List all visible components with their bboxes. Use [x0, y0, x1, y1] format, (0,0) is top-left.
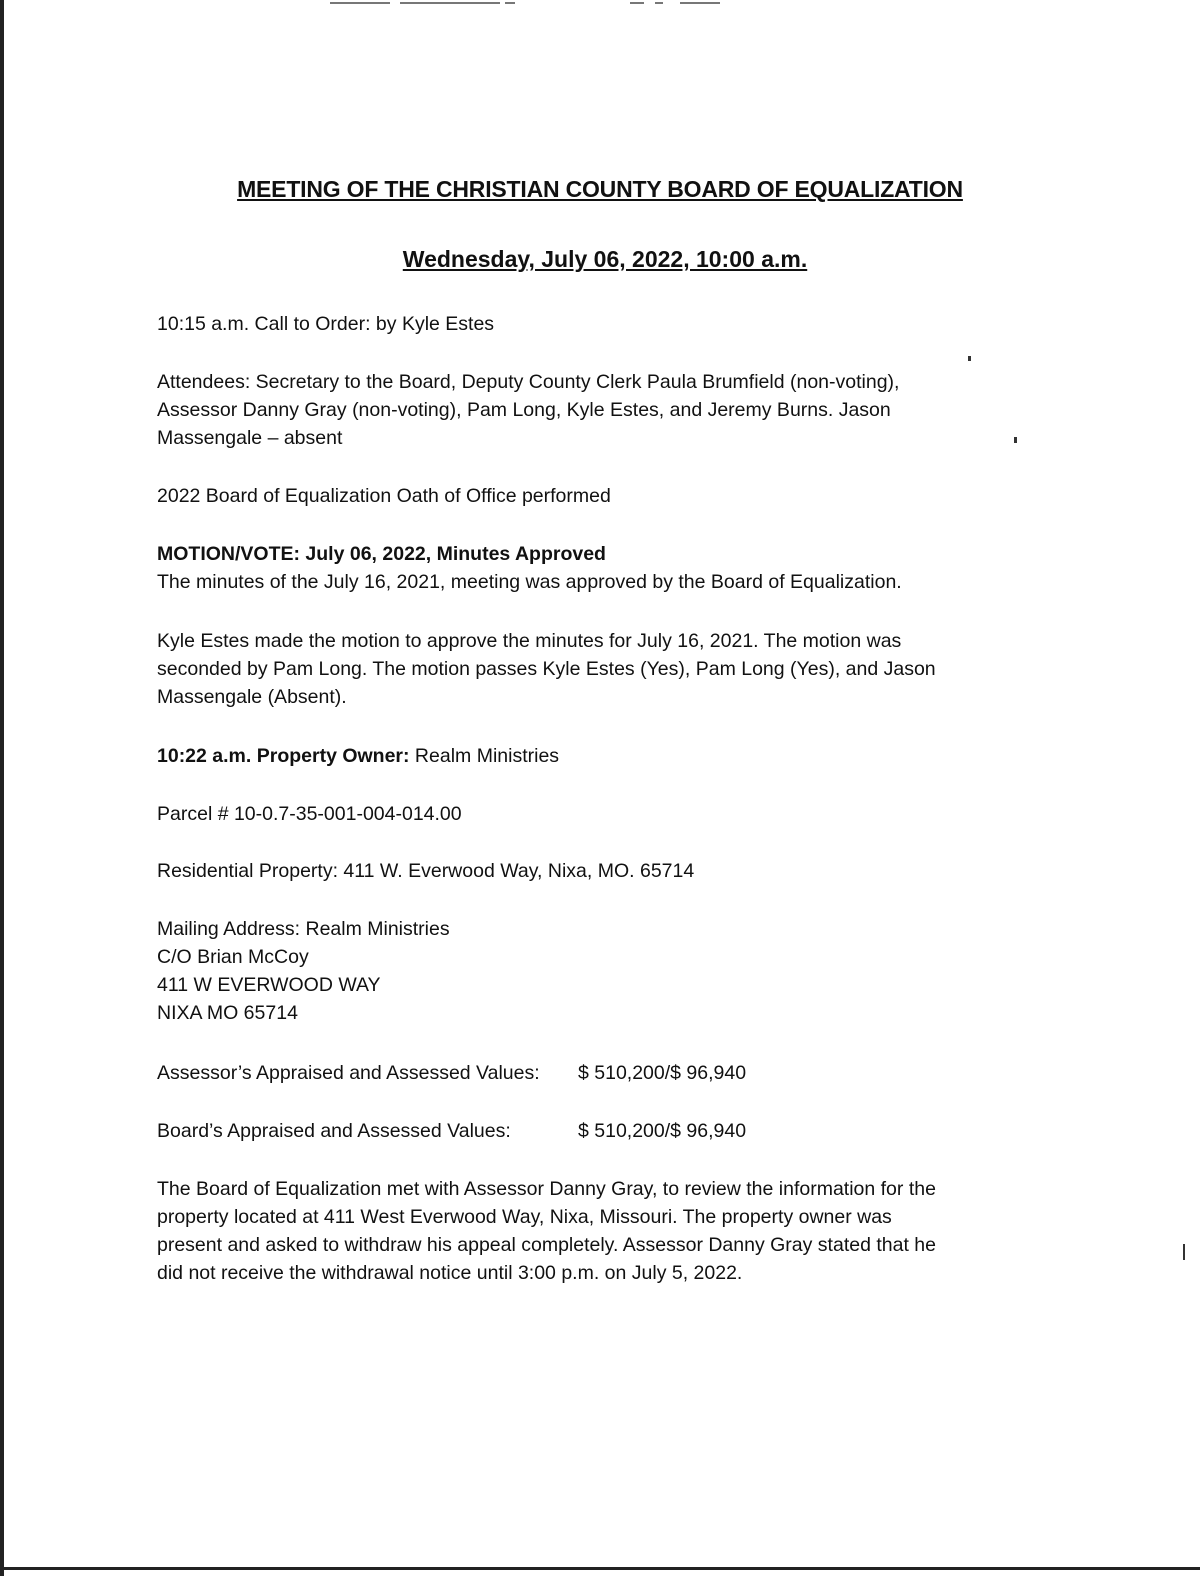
attendees-paragraph [157, 368, 1037, 452]
parcel-line [157, 800, 1037, 828]
assessor-values-row [157, 1059, 1037, 1087]
motion-vote-line: Kyle Estes made the motion to approve the minutes for July 16, 2021. The motion was [157, 630, 902, 652]
summary-line: did not receive the withdrawal notice until 3:00 p.m. on July 5, 2022. [157, 1262, 743, 1284]
mailing-address-line: Mailing Address: Realm Ministries [157, 918, 450, 940]
residential-property: Residential Property: 411 W. Everwood Way, Nixa, MO. 65714 [157, 860, 695, 882]
mailing-address-line: 411 W EVERWOOD WAY [157, 974, 381, 996]
motion-section [157, 540, 1037, 596]
meeting-date: Wednesday, July 06, 2022, 10:00 a.m. [402, 246, 808, 272]
board-values [157, 1117, 1037, 1145]
parcel-number: Parcel # 10-0.7-35-001-004-014.00 [157, 803, 462, 825]
attendees-line: Assessor Danny Gray (non-voting), Pam Long, Kyle Estes, and Jeremy Burns. Jason [157, 399, 891, 421]
mailing-address [157, 915, 1037, 1027]
motion-vote-paragraph [157, 627, 1037, 711]
motion-vote-line: Massengale (Absent). [157, 686, 347, 708]
motion-heading: MOTION/VOTE: July 06, 2022, Minutes Approved [157, 543, 606, 565]
attendees-line: Massengale – absent [157, 427, 343, 449]
oath-paragraph [157, 482, 1037, 510]
mailing-address-line: NIXA MO 65714 [157, 1002, 298, 1024]
assessor-values [157, 1059, 1037, 1087]
call-to-order [157, 310, 1037, 338]
scan-speck [968, 356, 971, 361]
motion-vote-line: seconded by Pam Long. The motion passes Kyle Estes (Yes), Pam Long (Yes), and Jason [157, 658, 936, 680]
mailing-address-line: C/O Brian McCoy [157, 946, 309, 968]
summary-line: The Board of Equalization met with Assessor Danny Gray, to review the information for the [157, 1178, 936, 1200]
attendees-line: Attendees: Secretary to the Board, Deputy County Clerk Paula Brumfield (non-voting), [157, 371, 900, 393]
property-time-label: 10:22 a.m. Property Owner: [157, 745, 410, 767]
assessor-values-label: Assessor’s Appraised and Assessed Values: [157, 1062, 540, 1084]
oath-text: 2022 Board of Equalization Oath of Office performed [157, 485, 611, 507]
summary-line: present and asked to withdraw his appeal completely. Assessor Danny Gray stated that he [157, 1234, 936, 1256]
scan-speck [1183, 1244, 1185, 1260]
scan-top-marks [330, 2, 730, 5]
scan-edge-bottom [0, 1567, 1200, 1570]
property-owner-row [157, 742, 1037, 770]
board-values-amount: $ 510,200/$ 96,940 [578, 1120, 747, 1142]
motion-approved-text: The minutes of the July 16, 2021, meeting was approved by the Board of Equalization. [157, 571, 902, 593]
scan-edge-left [0, 0, 4, 1576]
summary-line: property located at 411 West Everwood Way, Nixa, Missouri. The property owner was [157, 1206, 892, 1228]
call-to-order-text: 10:15 a.m. Call to Order: by Kyle Estes [157, 313, 495, 335]
document-title: MEETING OF THE CHRISTIAN COUNTY BOARD OF EQUALIZATION [237, 176, 963, 202]
residential-line [157, 857, 1037, 885]
summary-paragraph [157, 1175, 1037, 1287]
property-owner-line [157, 742, 1037, 770]
property-owner-name: Realm Ministries [409, 745, 560, 767]
board-values-row [157, 1117, 1037, 1145]
assessor-values-amount: $ 510,200/$ 96,940 [578, 1062, 747, 1084]
board-values-label: Board’s Appraised and Assessed Values: [157, 1120, 511, 1142]
